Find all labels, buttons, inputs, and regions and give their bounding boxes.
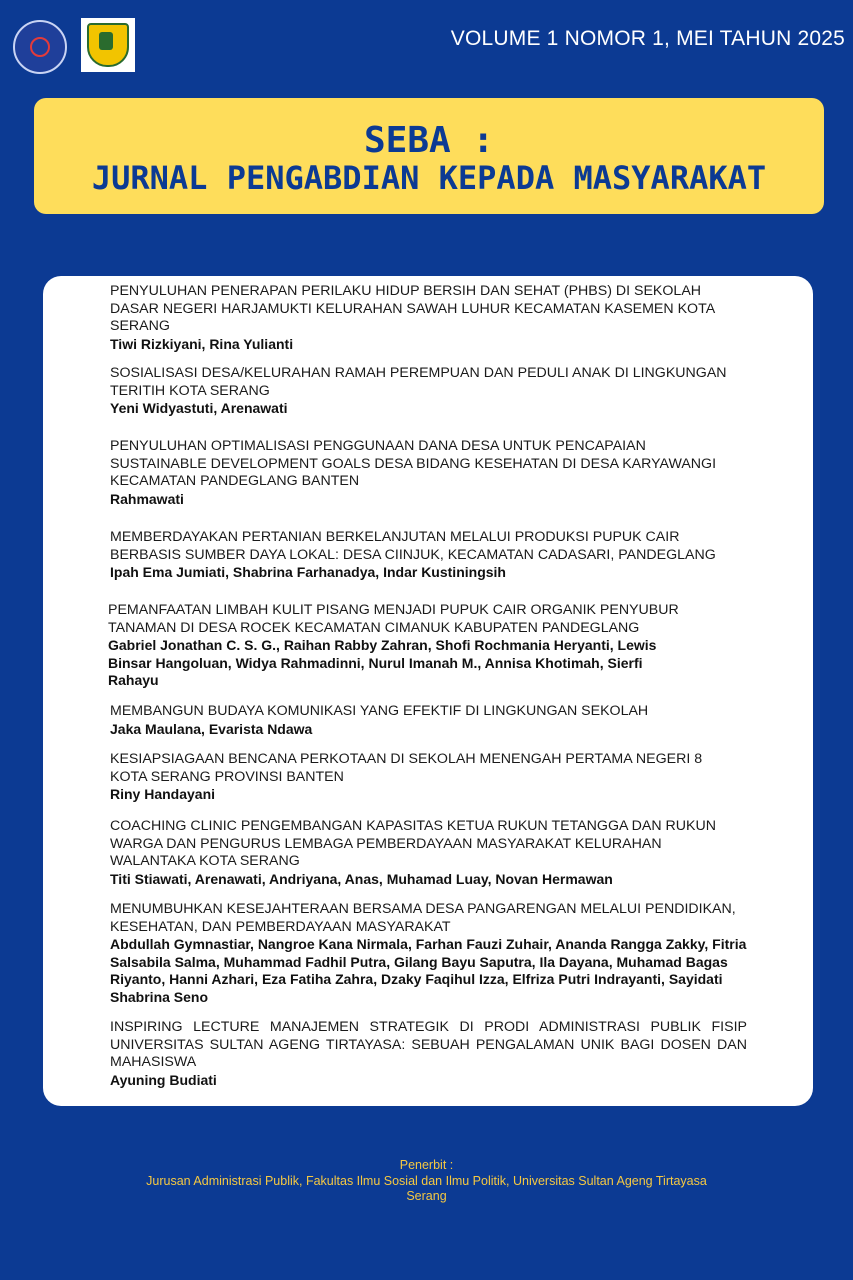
article-authors: Ayuning Budiati — [110, 1071, 217, 1088]
article-authors: Gabriel Jonathan C. S. G., Raihan Rabby Zahran, Shofi Rochmania Heryanti, Lewis Binsar Hangoluan, Widya Rahmadinni, Nurul Imanah M., Annisa Khotimah, Sierfi Rahayu — [108, 637, 657, 688]
article-title[interactable]: COACHING CLINIC PENGEMBANGAN KAPASITAS KETUA RUKUN TETANGGA DAN RUKUN WARGA DAN PENGURUS LEMBAGA PEMBERDAYAAN MASYARAKAT KELURAHAN WALANTAKA KOTA SERANG — [110, 818, 716, 869]
publisher-city: Serang — [406, 1189, 447, 1203]
article-title[interactable]: MEMBANGUN BUDAYA KOMUNIKASI YANG EFEKTIF DI LINGKUNGAN SEKOLAH — [110, 703, 649, 719]
article-authors: Tiwi Rizkiyani, Rina Yulianti — [110, 335, 294, 352]
article-title[interactable]: PENYULUHAN PENERAPAN PERILAKU HIDUP BERSIH DAN SEHAT (PHBS) DI SEKOLAH DASAR NEGERI HARJAMUKTI KELURAHAN SAWAH LUHUR KECAMATAN KASEMEN KOTA SERANG — [110, 283, 715, 334]
article-title[interactable]: MENUMBUHKAN KESEJAHTERAAN BERSAMA DESA PANGARENGAN MELALUI PENDIDIKAN, KESEHATAN, DAN PEMBERDAYAAN MASYARAKAT — [110, 901, 736, 935]
article-10 — [110, 1019, 747, 1089]
article-4 — [110, 529, 742, 582]
table-of-contents — [43, 276, 813, 1106]
article-1 — [110, 283, 732, 353]
university-logo — [81, 18, 135, 72]
journal-title: SEBA : — [363, 120, 495, 161]
article-authors: Titi Stiawati, Arenawati, Andriyana, Anas, Muhamad Luay, Novan Hermawan — [110, 870, 613, 887]
article-authors: Rahmawati — [110, 490, 184, 507]
article-title[interactable]: MEMBERDAYAKAN PERTANIAN BERKELANJUTAN MELALUI PRODUKSI PUPUK CAIR BERBASIS SUMBER DAYA LOKAL: DESA CIINJUK, KECAMATAN CADASARI, PANDEGLANG — [110, 529, 716, 563]
article-3 — [110, 438, 735, 508]
journal-logo-emblem — [30, 37, 50, 57]
article-7 — [110, 751, 730, 804]
article-2 — [110, 365, 750, 418]
article-authors: Abdullah Gymnastiar, Nangroe Kana Nirmala, Farhan Fauzi Zuhair, Ananda Rangga Zakky, Fitria Salsabila Salma, Muhammad Fadhil Putra, Gilang Bayu Saputra, Ila Dayana, Muhamad Bagas Riyanto, Hanni Azhari, Eza Fatiha Zahra, Dzaky Faqihul Izza, Elfriza Putri Indrayanti, Sayidati Shabrina Seno — [110, 936, 747, 1005]
publisher-name: Jurusan Administrasi Publik, Fakultas Ilmu Sosial dan Ilmu Politik, Universitas Sultan Ageng Tirtayasa — [146, 1174, 707, 1188]
article-title[interactable]: SOSIALISASI DESA/KELURAHAN RAMAH PEREMPUAN DAN PEDULI ANAK DI LINGKUNGAN TERITIH KOTA SERANG — [110, 365, 727, 399]
university-emblem — [99, 32, 113, 50]
article-authors: Ipah Ema Jumiati, Shabrina Farhanadya, Indar Kustiningsih — [110, 564, 506, 580]
article-8 — [110, 818, 750, 888]
article-authors: Jaka Maulana, Evarista Ndawa — [110, 720, 313, 737]
article-title[interactable]: PENYULUHAN OPTIMALISASI PENGGUNAAN DANA DESA UNTUK PENCAPAIAN SUSTAINABLE DEVELOPMENT GOALS DESA BIDANG KESEHATAN DI DESA KARYAWANGI KECAMATAN PANDEGLANG BANTEN — [110, 438, 717, 489]
article-authors: Riny Handayani — [110, 786, 216, 802]
article-authors: Yeni Widyastuti, Arenawati — [110, 400, 288, 416]
publisher-label: Penerbit : — [399, 1158, 454, 1172]
journal-subtitle: JURNAL PENGABDIAN KEPADA MASYARAKAT — [91, 159, 767, 197]
article-6 — [110, 703, 750, 738]
article-title[interactable]: KESIAPSIAGAAN BENCANA PERKOTAAN DI SEKOLAH MENENGAH PERTAMA NEGERI 8 KOTA SERANG PROVINSI BANTEN — [110, 751, 703, 785]
article-5 — [108, 602, 693, 690]
journal-title-banner — [34, 98, 824, 214]
article-title[interactable]: PEMANFAATAN LIMBAH KULIT PISANG MENJADI PUPUK CAIR ORGANIK PENYUBUR TANAMAN DI DESA ROCEK KECAMATAN CIMANUK KABUPATEN PANDEGLANG — [108, 602, 679, 636]
article-title[interactable]: INSPIRING LECTURE MANAJEMEN STRATEGIK DI PRODI ADMINISTRASI PUBLIK FISIP UNIVERSITAS SULTAN AGENG TIRTAYASA: SEBUAH PENGALAMAN UNIK BAGI DOSEN DAN MAHASISWA — [110, 1019, 747, 1070]
journal-logo — [13, 20, 67, 74]
volume-info: VOLUME 1 NOMOR 1, MEI TAHUN 2025 — [450, 27, 845, 50]
article-9 — [110, 901, 747, 1006]
